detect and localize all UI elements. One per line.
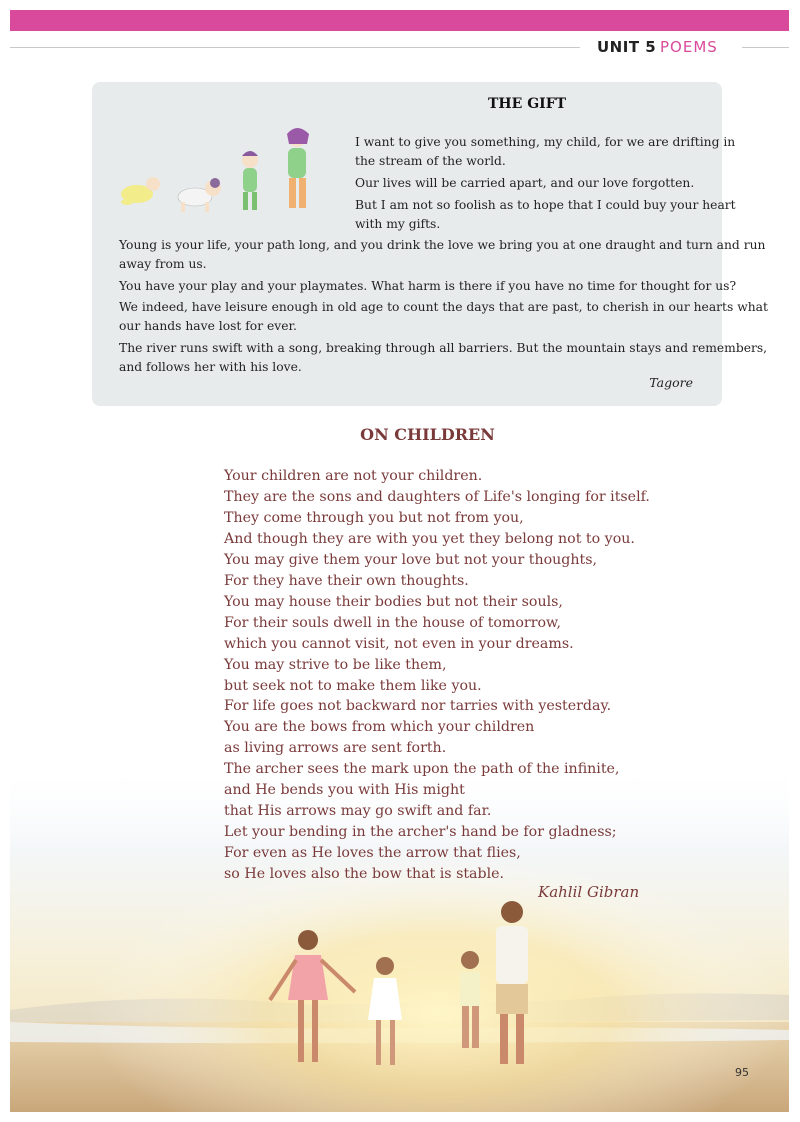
poem-line: For life goes not backward nor tarries with yesterday. <box>224 698 612 715</box>
gift-line: I want to give you something, my child, for we are drifting in <box>355 135 736 149</box>
gift-line: the stream of the world. <box>355 154 506 168</box>
poem-line: so He loves also the bow that is stable. <box>224 866 505 883</box>
poem-line: but seek not to make them like you. <box>224 677 482 694</box>
on-children-author: Kahlil Gibran <box>538 883 640 901</box>
gift-line: We indeed, have leisure enough in old age to count the days that are past, to cherish in our hearts what <box>119 300 768 314</box>
poem-line: and He bends you with His might <box>224 782 465 799</box>
poem-line: as living arrows are sent forth. <box>224 740 447 757</box>
gift-line: Our lives will be carried apart, and our love forgotten. <box>355 176 695 190</box>
gift-line: our hands have lost for ever. <box>119 319 297 333</box>
poem-line: For they have their own thoughts. <box>224 572 469 589</box>
older-child-figure <box>287 128 309 208</box>
header-divider-right <box>742 47 789 48</box>
poem-line: Let your bending in the archer's hand be for gladness; <box>224 824 617 841</box>
gift-line: away from us. <box>119 257 207 271</box>
poem-line: which you cannot visit, not even in your dreams. <box>224 635 574 652</box>
gift-line: with my gifts. <box>355 217 441 231</box>
poem-line: You may give them your love but not your thoughts, <box>224 551 598 568</box>
poem-line: For even as He loves the arrow that flies, <box>224 845 521 862</box>
gift-line: and follows her with his love. <box>119 360 302 374</box>
poem-line: You may strive to be like them, <box>224 656 447 673</box>
crawling-toddler-figure <box>178 178 221 212</box>
gift-line: Young is your life, your path long, and you drink the love we bring you at one draught and turn and run <box>119 238 766 252</box>
poem-line: They are the sons and daughters of Life's longing for itself. <box>224 488 650 505</box>
gift-line: You have your play and your playmates. What harm is there if you have no time for thought for us? <box>119 279 737 293</box>
gift-poem-title: THE GIFT <box>488 96 567 112</box>
section-label: POEMS <box>660 38 718 56</box>
page-number: 95 <box>735 1066 749 1079</box>
header-divider <box>10 47 580 48</box>
top-color-bar <box>10 10 789 31</box>
gift-poem-author: Tagore <box>649 375 693 390</box>
poem-line: Your children are not your children. <box>224 468 483 484</box>
poem-line: They come through you but not from you, <box>224 509 524 526</box>
poem-line: For their souls dwell in the house of tomorrow, <box>224 614 562 631</box>
poem-line: The archer sees the mark upon the path of the infinite, <box>224 761 620 778</box>
poem-line: And though they are with you yet they belong not to you. <box>224 530 635 547</box>
gift-line: But I am not so foolish as to hope that I could buy your heart <box>355 198 736 212</box>
unit-label: UNIT 5 <box>597 38 657 56</box>
on-children-poem <box>224 466 650 885</box>
gift-line: The river runs swift with a song, breaking through all barriers. But the mountain stays and remembers, <box>119 341 768 355</box>
poem-line: You are the bows from which your children <box>224 719 535 736</box>
poem-line: You may house their bodies but not their souls, <box>224 593 563 610</box>
baby-figure <box>121 177 160 205</box>
on-children-title: ON CHILDREN <box>360 425 495 444</box>
standing-child-figure <box>242 151 258 210</box>
child-growth-illustration <box>115 122 330 217</box>
poem-line: that His arrows may go swift and far. <box>224 803 492 820</box>
